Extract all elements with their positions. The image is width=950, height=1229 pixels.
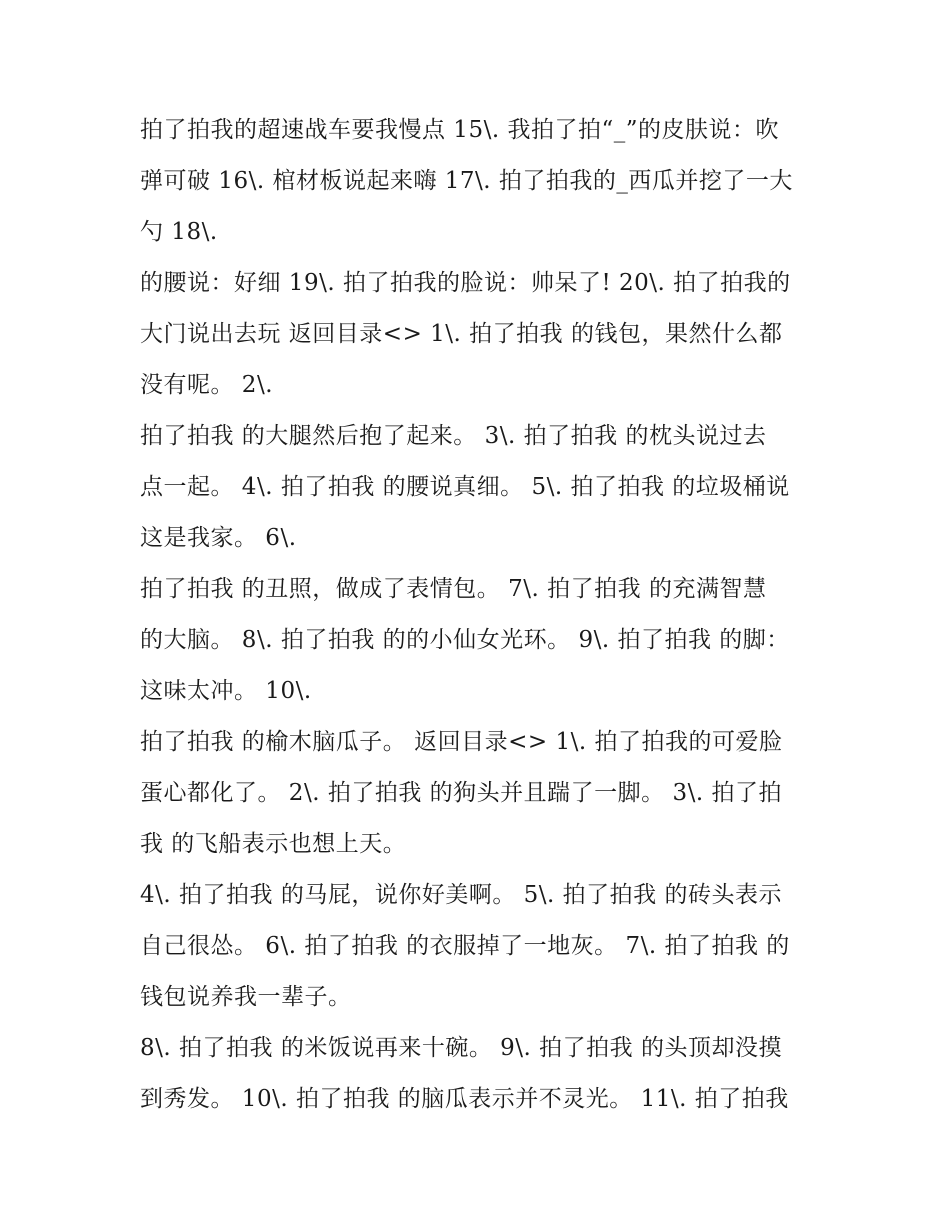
text-line: 这是我家。 6\. <box>140 525 297 551</box>
text-line: 的腰说：好细 19\. 拍了拍我的脸说：帅呆了! 20\. 拍了拍我的 <box>140 270 791 296</box>
text-line: 拍了拍我的超速战车要我慢点 15\. 我拍了拍“_”的皮肤说：吹 <box>140 117 779 143</box>
text-line: 钱包说养我一辈子。 <box>140 984 352 1010</box>
document-body <box>140 105 815 1125</box>
text-line: 拍了拍我 的大腿然后抱了起来。 3\. 拍了拍我 的枕头说过去 <box>140 423 767 449</box>
text-line: 点一起。 4\. 拍了拍我 的腰说真细。 5\. 拍了拍我 的垃圾桶说 <box>140 474 790 500</box>
text-line: 8\. 拍了拍我 的米饭说再来十碗。 9\. 拍了拍我 的头顶却没摸 <box>140 1035 782 1061</box>
text-line: 大门说出去玩 返回目录<> 1\. 拍了拍我 的钱包，果然什么都 <box>140 321 783 347</box>
text-line: 蛋心都化了。 2\. 拍了拍我 的狗头并且踹了一脚。 3\. 拍了拍 <box>140 780 782 806</box>
text-line: 的大脑。 8\. 拍了拍我 的的小仙女光环。 9\. 拍了拍我 的脚： <box>140 627 790 653</box>
text-line: 拍了拍我 的榆木脑瓜子。 返回目录<> 1\. 拍了拍我的可爱脸 <box>140 729 783 755</box>
text-line: 到秀发。 10\. 拍了拍我 的脑瓜表示并不灵光。 11\. 拍了拍我 <box>140 1086 789 1112</box>
text-line: 没有呢。 2\. <box>140 372 274 398</box>
text-line: 弹可破 16\. 棺材板说起来嗨 17\. 拍了拍我的_西瓜并挖了一大 <box>140 168 793 194</box>
text-line: 拍了拍我 的丑照，做成了表情包。 7\. 拍了拍我 的充满智慧 <box>140 576 767 602</box>
text-line: 自己很怂。 6\. 拍了拍我 的衣服掉了一地灰。 7\. 拍了拍我 的 <box>140 933 790 959</box>
text-line: 这味太冲。 10\. <box>140 678 312 704</box>
text-line: 4\. 拍了拍我 的马屁，说你好美啊。 5\. 拍了拍我 的砖头表示 <box>140 882 782 908</box>
text-line: 我 的飞船表示也想上天。 <box>140 831 407 857</box>
text-line: 勺 18\. <box>140 219 218 245</box>
